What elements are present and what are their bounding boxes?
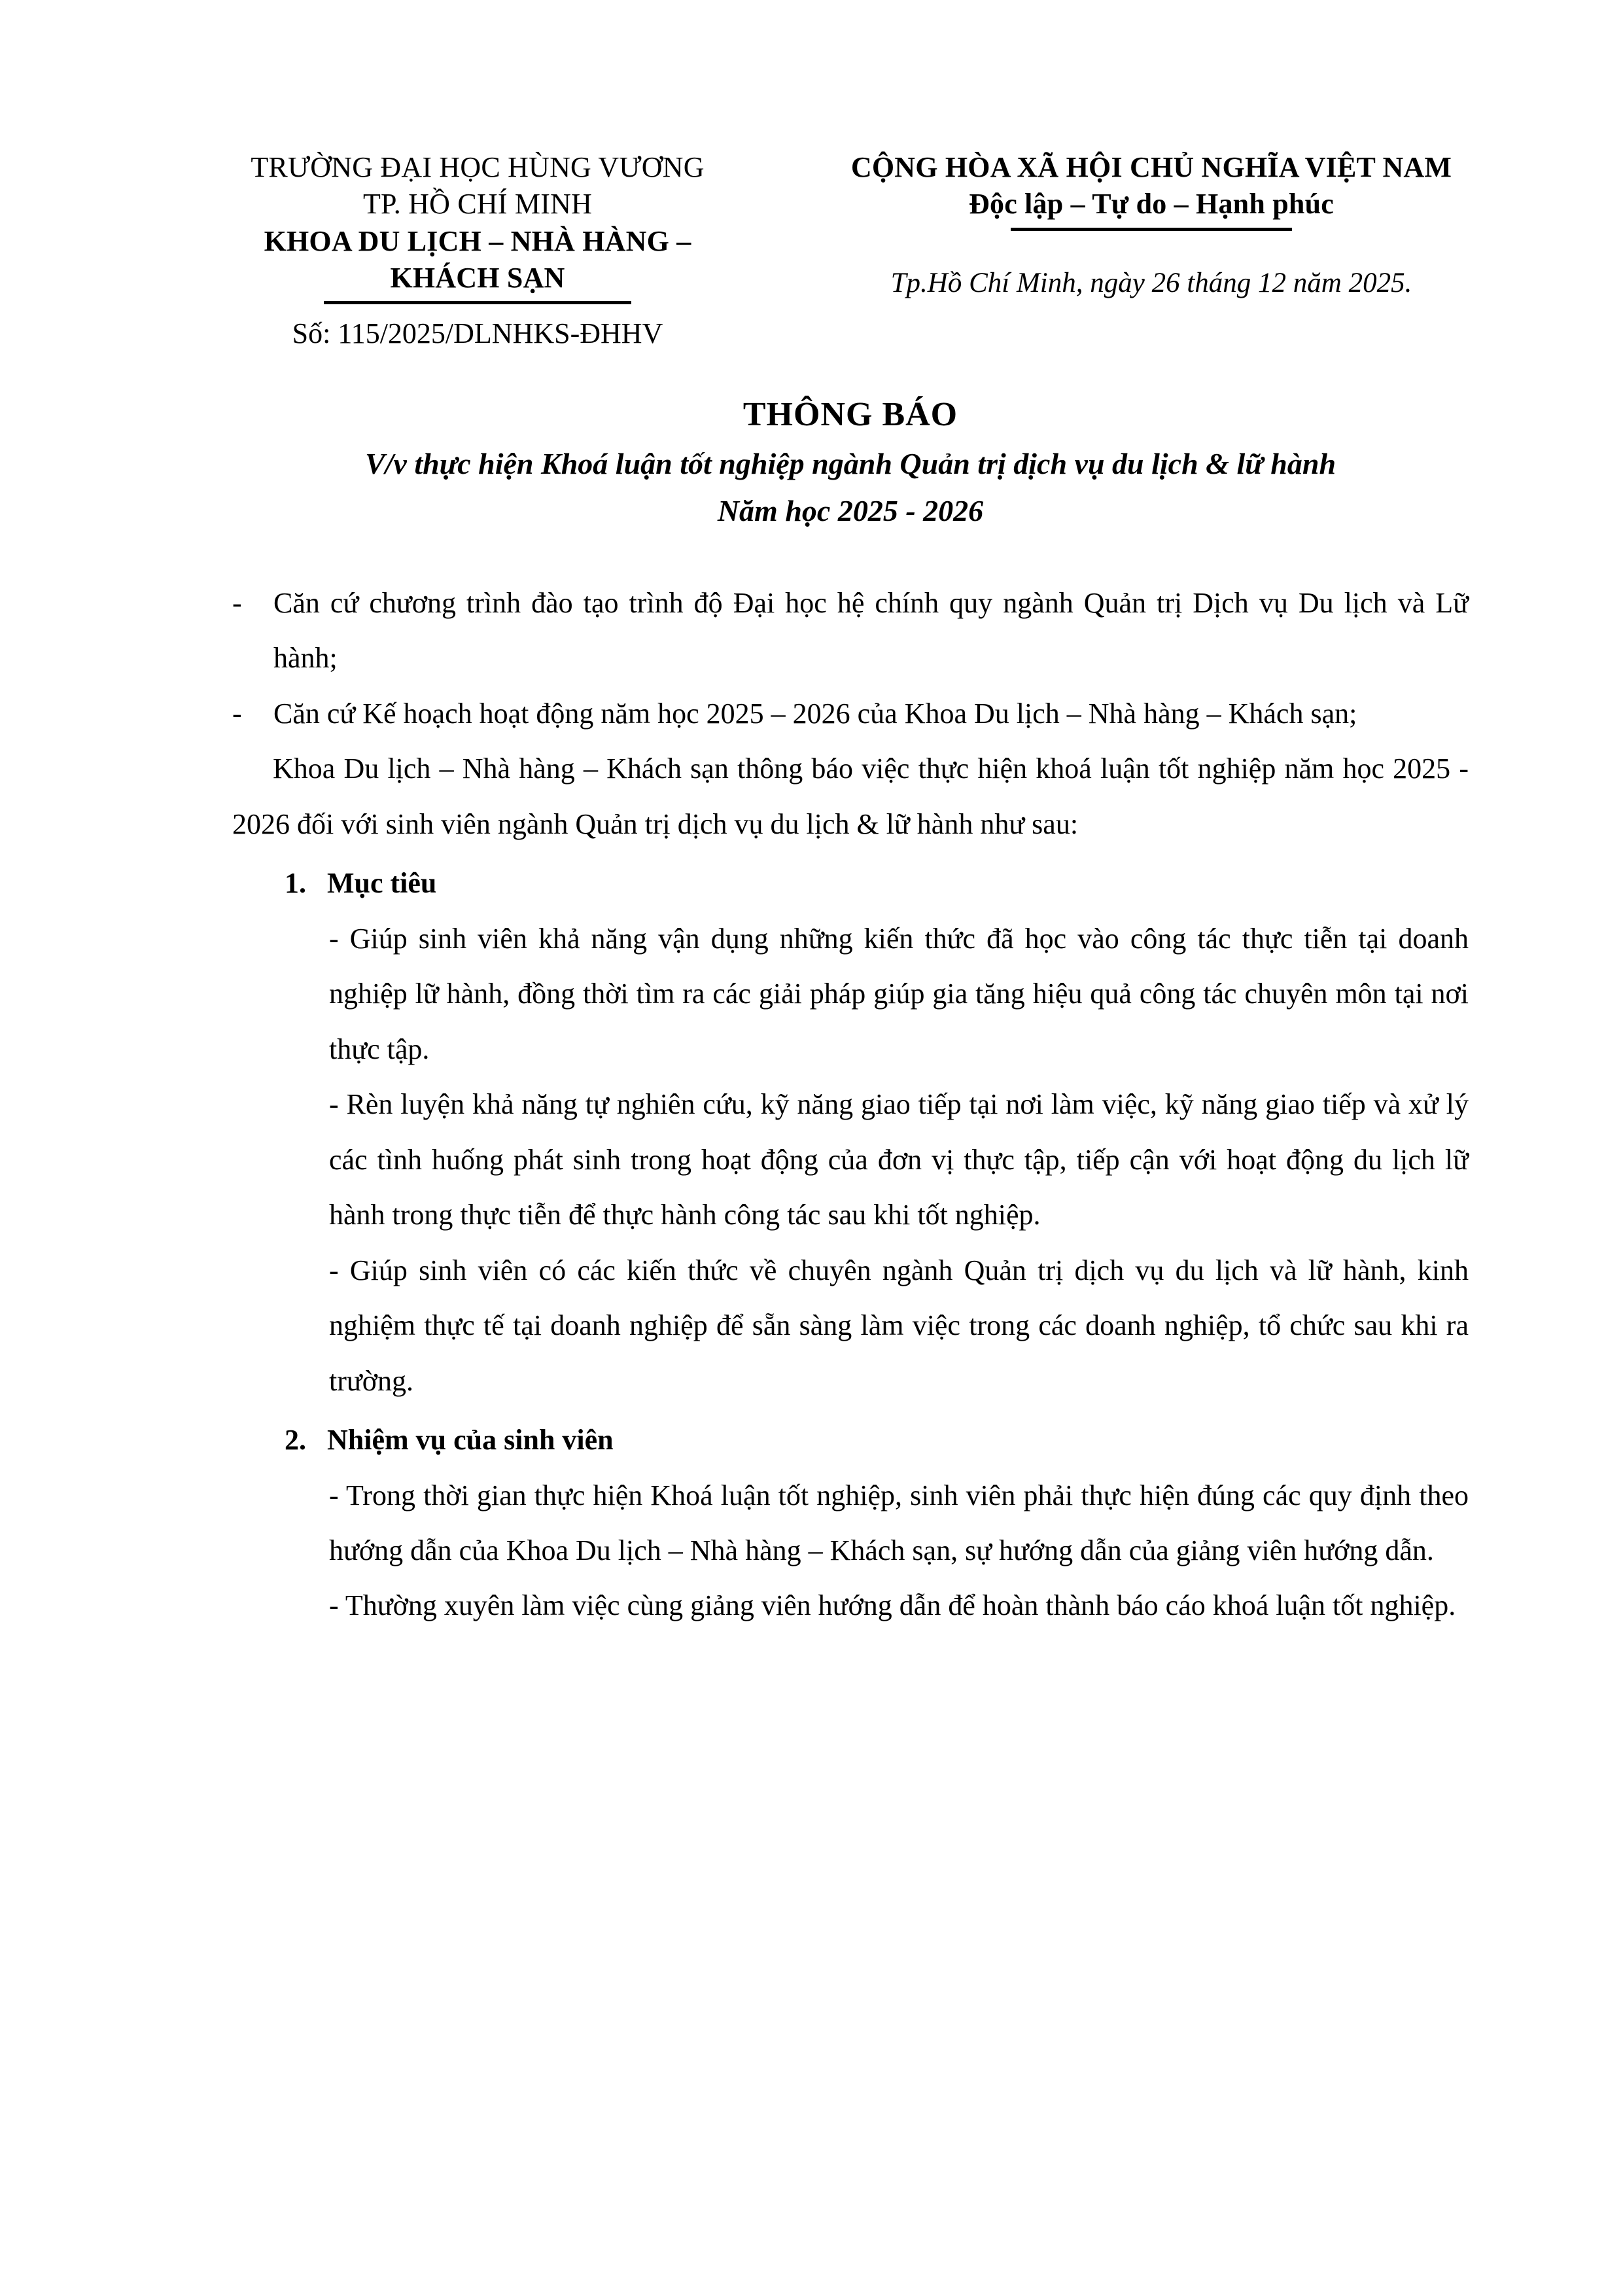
title-block bbox=[232, 393, 1469, 532]
section-paragraph: - Thường xuyên làm việc cùng giảng viên hướng dẫn để hoàn thành báo cáo khoá luận tốt nghiệp. bbox=[329, 1589, 1456, 1622]
national-name: CỘNG HÒA XÃ HỘI CHỦ NGHĨA VIỆT NAM bbox=[850, 151, 1452, 183]
section-number: 2. bbox=[285, 1424, 306, 1457]
bullet-dash-icon: - bbox=[232, 697, 242, 730]
section-paragraph: - Giúp sinh viên khả năng vận dụng những kiến thức đã học vào công tác thực tiễn tại doanh nghiệp lữ hành, đồng thời tìm ra các giải pháp giúp gia tăng hiệu quả công tác chuyên môn tại nơi thực tập. bbox=[329, 922, 1469, 1065]
issuing-organization-block bbox=[190, 149, 765, 352]
faculty-name-line1: KHOA DU LỊCH – NHÀ HÀNG – bbox=[264, 224, 691, 257]
place-and-date: Tp.Hồ Chí Minh, ngày 26 tháng 12 năm 2025. bbox=[890, 267, 1412, 298]
preamble-item-text: Căn cứ Kế hoạch hoạt động năm học 2025 – 2026 của Khoa Du lịch – Nhà hàng – Khách sạn; bbox=[273, 697, 1357, 730]
section-title: Nhiệm vụ của sinh viên bbox=[327, 1424, 614, 1457]
document-subject-line1: V/v thực hiện Khoá luận tốt nghiệp ngành Quản trị dịch vụ du lịch & lữ hành bbox=[364, 446, 1336, 480]
header-left-divider bbox=[324, 301, 631, 304]
university-name-line2: TP. HỒ CHÍ MINH bbox=[362, 188, 593, 221]
document-body bbox=[232, 576, 1469, 1634]
document-subject-line2: Năm học 2025 - 2026 bbox=[717, 494, 984, 528]
bullet-dash-icon: - bbox=[232, 587, 242, 619]
section-title: Mục tiêu bbox=[327, 867, 437, 900]
national-heading-block bbox=[837, 149, 1465, 302]
faculty-name-line2: KHÁCH SẠN bbox=[390, 261, 565, 294]
national-motto: Độc lập – Tự do – Hạnh phúc bbox=[969, 188, 1334, 221]
header-right-divider bbox=[1011, 228, 1292, 231]
university-name-line1: TRƯỜNG ĐẠI HỌC HÙNG VƯƠNG bbox=[251, 151, 705, 183]
preamble-item bbox=[232, 686, 1469, 741]
section-paragraph: - Trong thời gian thực hiện Khoá luận tốt nghiệp, sinh viên phải thực hiện đúng các quy định theo hướng dẫn của Khoa Du lịch – Nhà hàng – Khách sạn, sự hướng dẫn của giảng viên hướng dẫn. bbox=[329, 1479, 1469, 1566]
section-paragraph: - Giúp sinh viên có các kiến thức về chuyên ngành Quản trị dịch vụ du lịch và lữ hành, kinh nghiệm thực tế tại doanh nghiệp để sẵn sàng làm việc trong các doanh nghiệp, tổ chức sau khi ra trường. bbox=[329, 1254, 1469, 1397]
document-number: Số: 115/2025/DLNHKS-ĐHHV bbox=[292, 317, 663, 350]
document-header bbox=[0, 149, 1623, 352]
section-heading bbox=[232, 1413, 1469, 1468]
page-title: THÔNG BÁO bbox=[742, 396, 958, 433]
intro-paragraph: Khoa Du lịch – Nhà hàng – Khách sạn thông báo việc thực hiện khoá luận tốt nghiệp năm học 2025 - 2026 đối với sinh viên ngành Quản trị dịch vụ du lịch & lữ hành như sau: bbox=[232, 752, 1469, 840]
preamble-item bbox=[232, 576, 1469, 686]
preamble-item-text: Căn cứ chương trình đào tạo trình độ Đại học hệ chính quy ngành Quản trị Dịch vụ Du lịch và Lữ hành; bbox=[273, 587, 1469, 675]
section-number: 1. bbox=[285, 867, 306, 900]
section-heading bbox=[232, 856, 1469, 911]
section-paragraph: - Rèn luyện khả năng tự nghiên cứu, kỹ năng giao tiếp tại nơi làm việc, kỹ năng giao tiếp và xử lý các tình huống phát sinh trong hoạt động của đơn vị thực tập, tiếp cận với hoạt động du lịch lữ hành trong thực tiễn để thực hành công tác sau khi tốt nghiệp. bbox=[329, 1088, 1469, 1231]
